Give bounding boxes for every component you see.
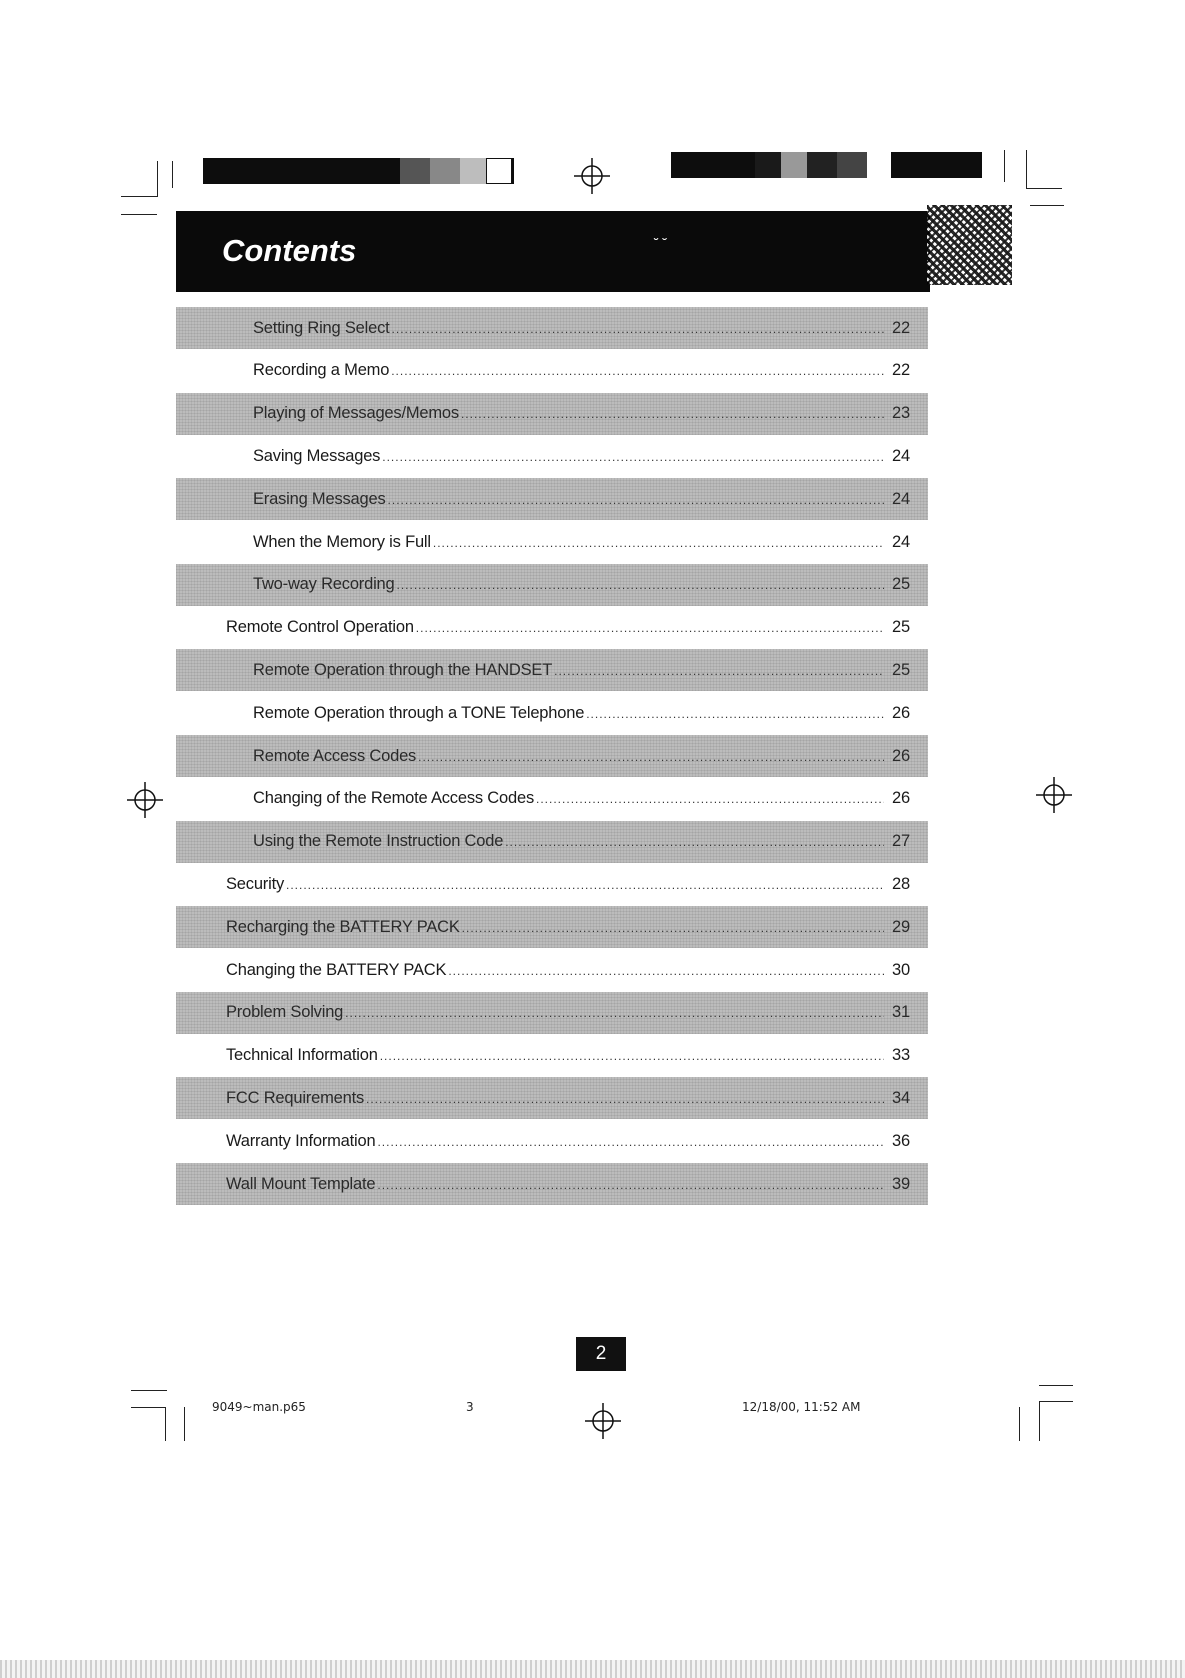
- crop-mark: [172, 161, 173, 188]
- crop-mark: [131, 1390, 167, 1391]
- toc-entry-title: When the Memory is Full: [253, 532, 431, 551]
- toc-leader-dots: [286, 878, 884, 892]
- toc-entry-title: Technical Information: [226, 1046, 378, 1065]
- toc-entry-title: Erasing Messages: [253, 489, 386, 508]
- page-title: Contents: [222, 233, 357, 268]
- crop-mark: [1026, 188, 1062, 189]
- toc-leader-dots: [536, 792, 884, 806]
- contents-header: [176, 211, 930, 292]
- toc-entry-page: 26: [892, 789, 910, 808]
- toc-entry-page: 27: [892, 832, 910, 851]
- toc-leader-dots: [380, 1049, 884, 1063]
- toc-entry-page: 23: [892, 404, 910, 423]
- toc-entry: [176, 1077, 928, 1119]
- crop-mark: [1039, 1401, 1073, 1402]
- toc-entry-title: FCC Requirements: [226, 1088, 365, 1107]
- toc-entry-page: 25: [892, 660, 910, 679]
- toc-leader-dots: [345, 1006, 884, 1020]
- toc-leader-dots: [366, 1092, 884, 1106]
- toc-entry: [176, 992, 928, 1034]
- crop-mark: [184, 1407, 185, 1441]
- toc-entry: [176, 307, 928, 349]
- toc-entry: [176, 478, 928, 520]
- registration-mark-icon: [1034, 775, 1074, 815]
- qr-code-icon: [927, 205, 1012, 285]
- toc-entry-title: Remote Control Operation: [226, 618, 414, 637]
- toc-entry-title: Remote Operation through a TONE Telephone: [253, 703, 585, 722]
- toc-entry: [176, 435, 928, 477]
- toc-entry: [176, 350, 928, 392]
- toc-entry: [176, 1163, 928, 1205]
- toc-entry: [176, 949, 928, 991]
- toc-entry-page: 25: [892, 618, 910, 637]
- crop-mark: [165, 1407, 166, 1441]
- toc-entry: [176, 521, 928, 563]
- toc-entry: [176, 906, 928, 948]
- toc-entry-page: 26: [892, 746, 910, 765]
- crop-mark: [1019, 1407, 1020, 1441]
- toc-entry-page: 28: [892, 874, 910, 893]
- toc-entry-page: 31: [892, 1003, 910, 1022]
- toc-entry-page: 26: [892, 703, 910, 722]
- toc-leader-dots: [391, 364, 884, 378]
- scan-noise-strip: [0, 1660, 1185, 1678]
- crop-mark: [1026, 150, 1027, 188]
- crop-mark: [1004, 150, 1005, 182]
- toc-entry: [176, 564, 928, 606]
- toc-leader-dots: [382, 450, 884, 464]
- toc-leader-dots: [416, 621, 884, 635]
- toc-entry-page: 36: [892, 1131, 910, 1150]
- toc-entry-title: Changing of the Remote Access Codes: [253, 789, 535, 808]
- toc-leader-dots: [388, 493, 884, 507]
- toc-leader-dots: [505, 835, 884, 849]
- toc-leader-dots: [462, 921, 884, 935]
- toc-entry: [176, 1120, 928, 1162]
- toc-entry-title: Changing the BATTERY PACK: [226, 960, 447, 979]
- footer-timestamp: 12/18/00, 11:52 AM: [742, 1400, 861, 1414]
- toc-entry-title: Remote Access Codes: [253, 746, 417, 765]
- toc-entry: [176, 735, 928, 777]
- toc-entry: [176, 1035, 928, 1077]
- toc-leader-dots: [397, 578, 885, 592]
- crop-mark: [1030, 205, 1064, 206]
- toc-entry: [176, 393, 928, 435]
- toc-entry-title: Problem Solving: [226, 1003, 344, 1022]
- registration-mark-icon: [572, 156, 612, 196]
- toc-entry: [176, 607, 928, 649]
- crop-mark: [157, 161, 158, 197]
- scan-specks-icon: ˘ ˘: [654, 235, 668, 251]
- toc-entry-page: 30: [892, 960, 910, 979]
- toc-entry-title: Recharging the BATTERY PACK: [226, 917, 460, 936]
- toc-leader-dots: [586, 707, 884, 721]
- toc-leader-dots: [554, 664, 884, 678]
- toc-entry-page: 25: [892, 575, 910, 594]
- crop-mark: [1039, 1385, 1073, 1386]
- toc-entry-page: 22: [892, 361, 910, 380]
- color-bar-right: [671, 152, 982, 178]
- toc-entry-title: Security: [226, 874, 285, 893]
- toc-entry-title: Remote Operation through the HANDSET: [253, 660, 553, 679]
- toc-entry: [176, 649, 928, 691]
- toc-entry: [176, 778, 928, 820]
- toc-entry-title: Playing of Messages/Memos: [253, 404, 459, 423]
- toc-leader-dots: [418, 750, 884, 764]
- toc-entry-title: Wall Mount Template: [226, 1174, 376, 1193]
- toc-entry-title: Saving Messages: [253, 446, 381, 465]
- toc-leader-dots: [377, 1178, 884, 1192]
- toc-entry-page: 34: [892, 1088, 910, 1107]
- toc-entry: [176, 863, 928, 905]
- footer-sheet: 3: [466, 1400, 474, 1414]
- toc-entry-title: Setting Ring Select: [253, 318, 390, 337]
- toc-entry-page: 24: [892, 489, 910, 508]
- color-bar-left: [203, 158, 514, 184]
- toc-entry-title: Warranty Information: [226, 1131, 376, 1150]
- registration-mark-icon: [583, 1401, 623, 1441]
- toc-leader-dots: [392, 322, 884, 336]
- toc-leader-dots: [448, 964, 884, 978]
- toc-entry-title: Two-way Recording: [253, 575, 395, 594]
- registration-mark-icon: [125, 780, 165, 820]
- crop-mark: [131, 1407, 165, 1408]
- crop-mark: [1039, 1401, 1040, 1441]
- toc-entry-page: 22: [892, 318, 910, 337]
- toc-entry-title: Recording a Memo: [253, 361, 390, 380]
- toc-entry: [176, 692, 928, 734]
- toc-entry: [176, 821, 928, 863]
- toc-leader-dots: [433, 536, 884, 550]
- toc-leader-dots: [377, 1135, 884, 1149]
- toc-leader-dots: [461, 407, 884, 421]
- page-number: 2: [576, 1337, 626, 1371]
- crop-mark: [121, 214, 157, 215]
- toc-entry-page: 29: [892, 917, 910, 936]
- toc-entry-page: 39: [892, 1174, 910, 1193]
- footer-filename: 9049~man.p65: [212, 1400, 306, 1414]
- toc-entry-page: 24: [892, 532, 910, 551]
- crop-mark: [121, 196, 157, 197]
- toc-entry-page: 24: [892, 446, 910, 465]
- toc-entry-page: 33: [892, 1046, 910, 1065]
- toc-entry-title: Using the Remote Instruction Code: [253, 832, 504, 851]
